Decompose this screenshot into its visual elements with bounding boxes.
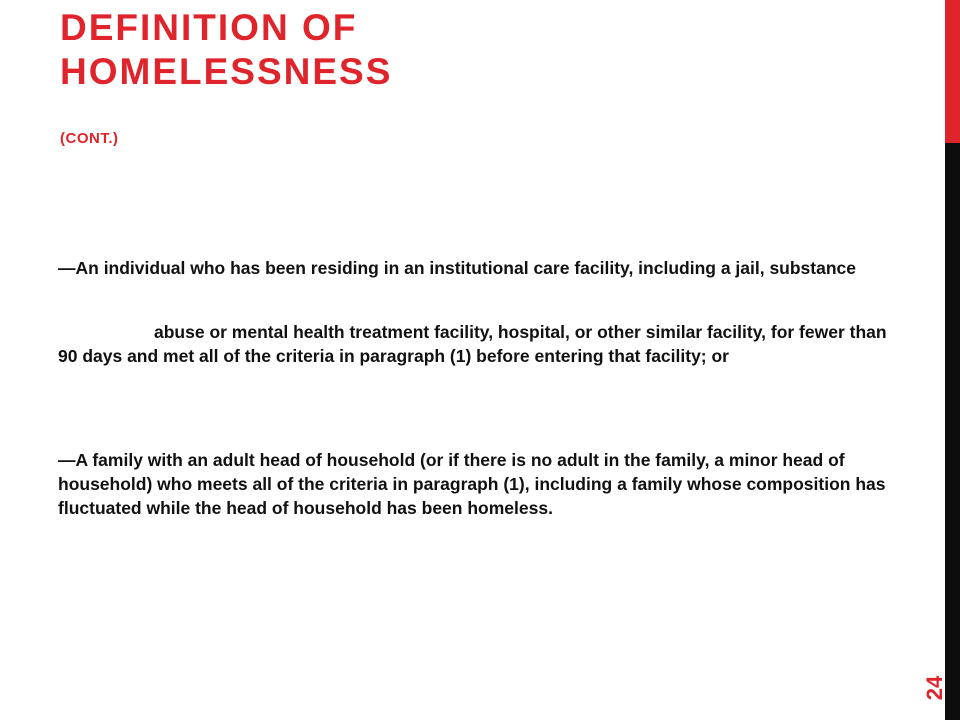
right-edge-bar bbox=[945, 0, 960, 720]
paragraph-2: —A family with an adult head of household (or if there is no adult in the family, a minor head of household) who meets all of the criteria in paragraph (1), including a family whose composition has fluctuated while the head of household has been homeless. bbox=[58, 450, 886, 518]
slide-number: 24 bbox=[922, 675, 947, 701]
subtitle-word: CONT. bbox=[65, 130, 113, 147]
slide-subtitle bbox=[60, 130, 119, 148]
right-edge-bar-accent bbox=[945, 0, 960, 143]
title-line-1: DEFINITION OF bbox=[60, 7, 358, 48]
paragraph-1-continuation: abuse or mental health treatment facility, hospital, or other similar facility, for fewer than 90 days and met all of the criteria in paragraph (1) before entering that facility; or bbox=[58, 322, 887, 366]
subtitle-open-paren: ( bbox=[60, 130, 66, 147]
title-line-2: HOMELESSNESS bbox=[60, 51, 393, 92]
paragraph-1-start: —An individual who has been residing in an institutional care facility, including a jail, substance bbox=[58, 258, 857, 278]
slide-title bbox=[60, 6, 920, 94]
subtitle-close-paren: ) bbox=[113, 130, 119, 147]
